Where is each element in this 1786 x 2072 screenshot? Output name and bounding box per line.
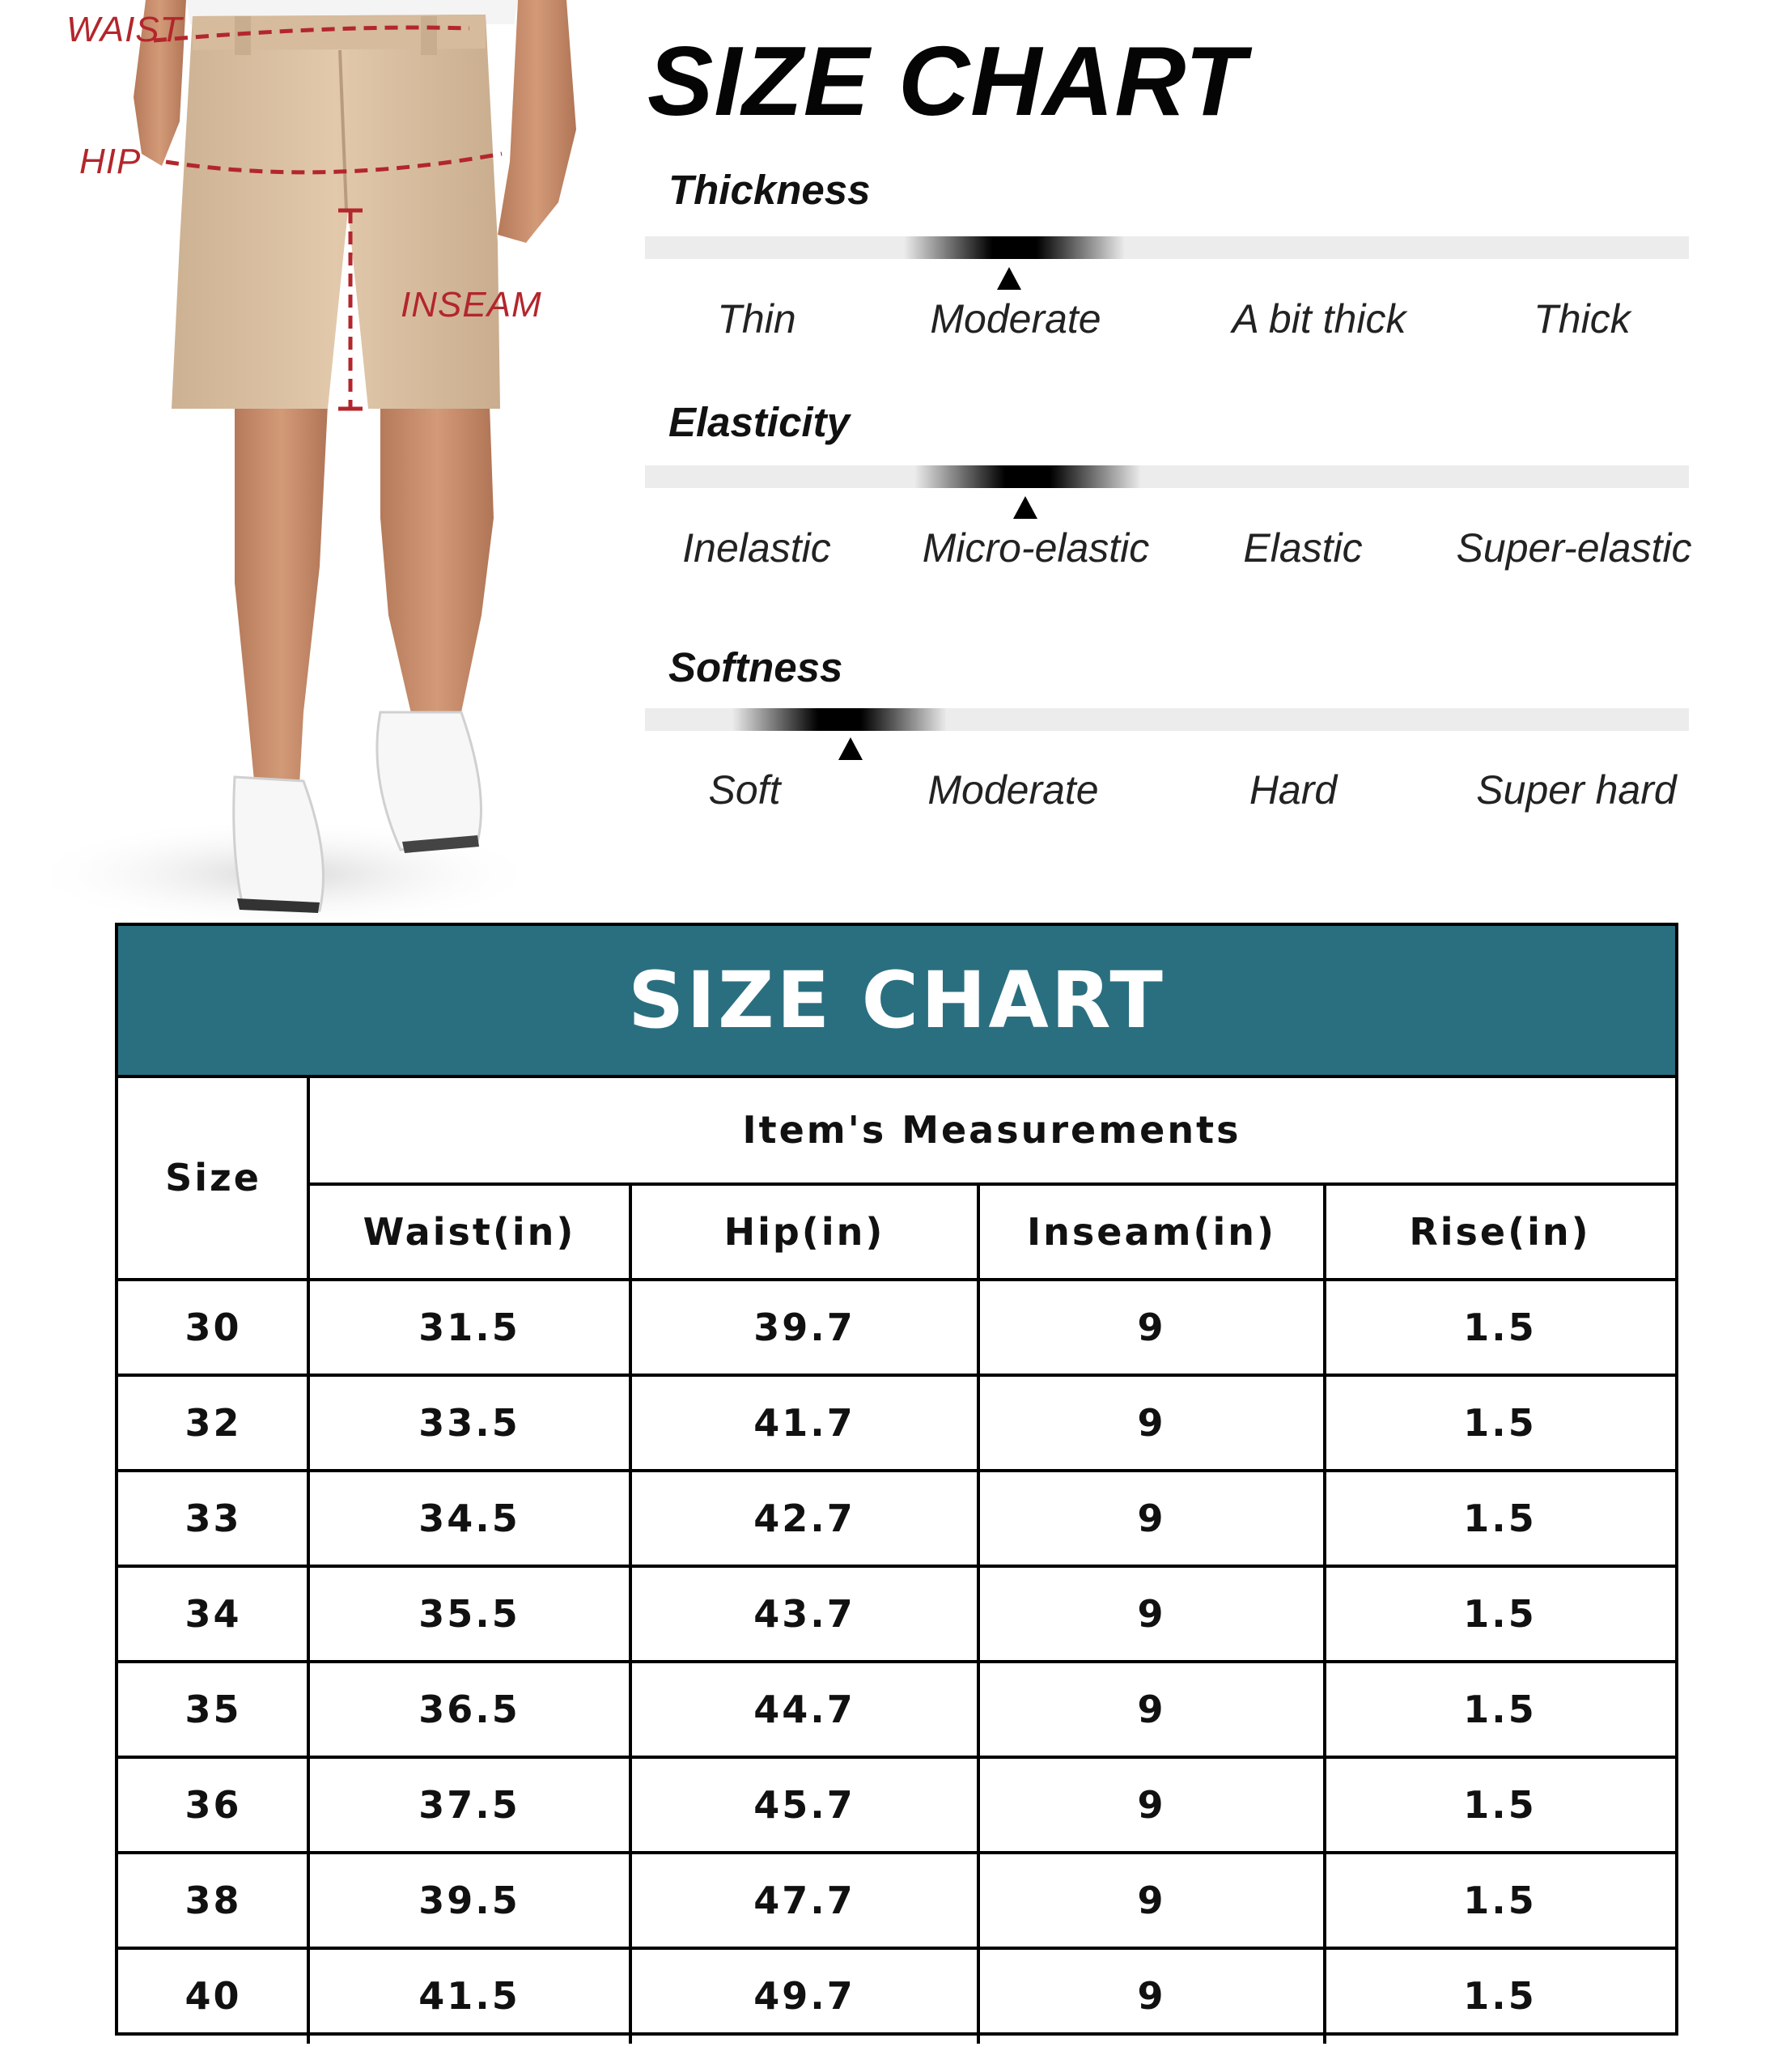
softness-scale-gradient (732, 708, 947, 731)
table-cell-size: 30 (185, 1306, 242, 1349)
table-cell-inseam: 9 (1137, 1974, 1166, 2018)
table-cell-rise: 1.5 (1463, 1592, 1537, 1636)
table-cell-waist: 41.5 (418, 1974, 520, 2018)
table-divider (308, 1182, 1675, 1186)
size-header: Size (165, 1155, 261, 1199)
table-cell-inseam: 9 (1137, 1401, 1166, 1445)
table-cell-hip: 43.7 (753, 1592, 855, 1636)
table-cell-rise: 1.5 (1463, 1688, 1537, 1731)
table-cell-waist: 31.5 (418, 1306, 520, 1349)
thickness-option: Moderate (930, 296, 1101, 342)
size-table (115, 923, 1678, 2036)
thickness-option: Thin (717, 296, 796, 342)
table-cell-hip: 39.7 (753, 1306, 855, 1349)
table-cell-inseam: 9 (1137, 1879, 1166, 1922)
table-cell-size: 32 (185, 1401, 242, 1445)
table-cell-size: 35 (185, 1688, 242, 1731)
table-title: SIZE CHART (628, 955, 1165, 1046)
table-cell-inseam: 9 (1137, 1688, 1166, 1731)
table-cell-hip: 41.7 (753, 1401, 855, 1445)
table-cell-rise: 1.5 (1463, 1306, 1537, 1349)
table-cell-hip: 49.7 (753, 1974, 855, 2018)
table-cell-rise: 1.5 (1463, 1497, 1537, 1540)
elasticity-marker-icon (1013, 496, 1037, 519)
softness-scale-bar (645, 708, 1689, 731)
table-cell-waist: 34.5 (418, 1497, 520, 1540)
table-cell-inseam: 9 (1137, 1592, 1166, 1636)
table-cell-inseam: 9 (1137, 1497, 1166, 1540)
table-cell-waist: 33.5 (418, 1401, 520, 1445)
elasticity-option: Inelastic (682, 525, 831, 571)
softness-title: Softness (668, 644, 843, 690)
elasticity-scale-bar (645, 465, 1689, 488)
thickness-scale-bar (645, 236, 1689, 259)
table-cell-hip: 45.7 (753, 1783, 855, 1827)
table-cell-hip: 42.7 (753, 1497, 855, 1540)
column-header: Waist(in) (363, 1210, 576, 1254)
thickness-marker-icon (997, 267, 1021, 290)
table-banner (118, 926, 1675, 1078)
elasticity-scale-gradient (914, 465, 1141, 488)
elasticity-option: Micro-elastic (922, 525, 1150, 571)
table-cell-waist: 39.5 (418, 1879, 520, 1922)
softness-option: Hard (1249, 767, 1338, 813)
table-cell-size: 40 (185, 1974, 242, 2018)
elasticity-option: Elastic (1243, 525, 1363, 571)
table-cell-waist: 35.5 (418, 1592, 520, 1636)
table-cell-rise: 1.5 (1463, 1879, 1537, 1922)
softness-option: Soft (708, 767, 781, 813)
model-illustration (0, 0, 615, 923)
thickness-title: Thickness (668, 167, 871, 213)
table-cell-inseam: 9 (1137, 1306, 1166, 1349)
table-cell-size: 33 (185, 1497, 242, 1540)
table-cell-size: 34 (185, 1592, 242, 1636)
table-cell-hip: 47.7 (753, 1879, 855, 1922)
table-cell-size: 38 (185, 1879, 242, 1922)
thickness-option: Thick (1534, 296, 1631, 342)
shorts-model-image (0, 0, 615, 923)
softness-option: Super hard (1476, 767, 1677, 813)
table-cell-rise: 1.5 (1463, 1974, 1537, 2018)
softness-marker-icon (838, 737, 863, 760)
table-cell-hip: 44.7 (753, 1688, 855, 1731)
table-cell-waist: 36.5 (418, 1688, 520, 1731)
hip-label: HIP (79, 142, 142, 181)
thickness-scale-gradient (904, 236, 1125, 259)
waist-label: WAIST (66, 10, 183, 49)
table-cell-rise: 1.5 (1463, 1401, 1537, 1445)
table-cell-waist: 37.5 (418, 1783, 520, 1827)
thickness-option: A bit thick (1232, 296, 1406, 342)
page-title: SIZE CHART (647, 26, 1246, 136)
measurements-group-header: Item's Measurements (742, 1107, 1241, 1152)
column-header: Hip(in) (723, 1210, 885, 1254)
elasticity-title: Elasticity (668, 399, 850, 445)
softness-option: Moderate (927, 767, 1099, 813)
column-header: Rise(in) (1409, 1210, 1591, 1254)
table-cell-rise: 1.5 (1463, 1783, 1537, 1827)
inseam-label: INSEAM (401, 285, 542, 325)
table-cell-size: 36 (185, 1783, 242, 1827)
table-cell-inseam: 9 (1137, 1783, 1166, 1827)
elasticity-option: Super-elastic (1456, 525, 1692, 571)
column-header: Inseam(in) (1027, 1210, 1276, 1254)
